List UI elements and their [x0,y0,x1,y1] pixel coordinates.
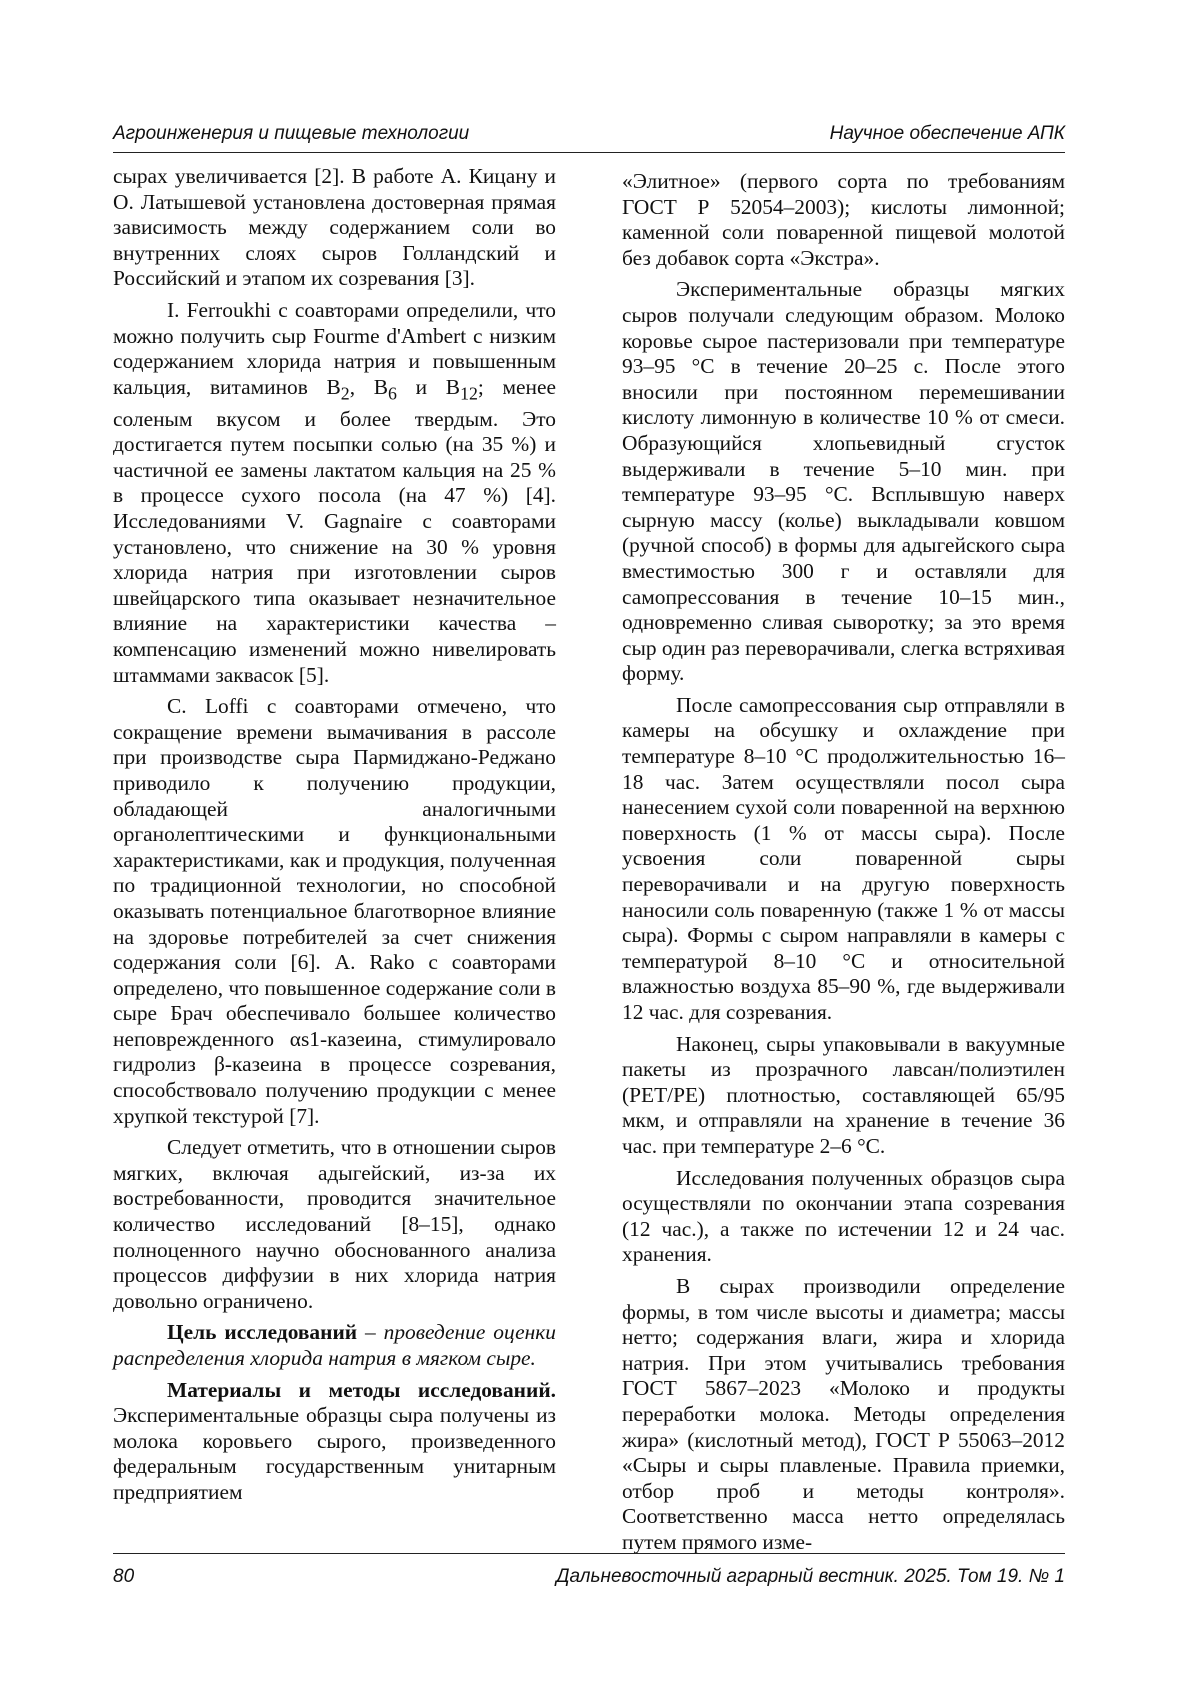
header-rule [113,152,1065,153]
aim-text: – проведение оценки распределения хлорида натрия в мягком сыре. [113,1320,556,1370]
header-section-title: Агроинженерия и пищевые технологии [113,123,470,144]
paragraph: В сырах производили определение формы, в том числе высоты и диаметра; массы нетто; содержания влаги, жира и хлорида натрия. При этом учитывались требования ГОСТ 5867–2023 «Молоко и продукты переработки молока. Методы определения жира» (кислотный метод), ГОСТ Р 55063–2012 «Сыры и сыры плавленые. Правила приемки, отбор проб и методы контроля». Соответственно масса нетто определялась путем прямого изме- [622,1273,1065,1554]
right-column [622,169,1065,1555]
paragraph: Следует отметить, что в отношении сыров мягких, включая адыгейский, из-за их востребованности, проводится значительное количество исследований [8–15], однако полноценного научно обоснованного анализа процессов диффузии в них хлорида натрия довольно ограничено. [113,1135,556,1313]
page-number: 80 [113,1566,135,1587]
materials-methods [113,1378,556,1506]
methods-label: Материалы и методы исследований. [167,1377,556,1402]
research-aim [113,1320,556,1371]
paragraph: сырах увеличивается [2]. В работе А. Кицану и О. Латышевой установлена достоверная прямая зависимость между содержанием соли во внутренних слоях сыров Голландский и Российский и этапом их созревания [3]. [113,164,556,291]
methods-text: Экспериментальные образцы сыра получены из молока коровьего сырого, произведенного федеральным государственным унитарным предприятием [113,1403,556,1504]
paragraph: «Элитное» (первого сорта по требованиям ГОСТ Р 52054–2003); кислоты лимонной; каменной соли поваренной пищевой молотой без добавок сорта «Экстра». [622,169,1065,270]
paragraph-ferroukhi: I. Ferroukhi с соавторами определили, что можно получить сыр Fourme d'Ambert с низким содержанием хлорида натрия и повышенным кальция, витаминов $B_2$, $B_6$ и $B_{12}$; менее соленым вкусом и более твердым. Это достигается путем посыпки солью (на 35 %) и частичной ее замены лактатом кальция на 25 % в процессе сухого посола (на 47 %) [4]. Исследованиями V. Gagnaire с соавторами установлено, что снижение на 30 % уровня хлорида натрия при изготовлении сыров швейцарского типа оказывает незначительное влияние на характеристики качества – компенсацию изменений можно нивелировать штаммами заквасок [5]. [113,297,556,687]
left-column [113,164,556,1506]
paragraph: Исследования полученных образцов сыра осуществляли по окончании этапа созревания (12 час.), а также по истечении 12 и 24 час. хранения. [622,1165,1065,1267]
footer-rule [113,1553,1065,1554]
paragraph-loffi: C. Loffi с соавторами отмечено, что сокращение времени вымачивания в рассоле при производстве сыра Пармиджано-Реджано приводило к получению продукции, обладающей аналогичными органолептическими и функциональными характеристиками, как и продукция, полученная по традиционной технологии, но способной оказывать потенциальное благотворное влияние на здоровье потребителей за счет снижения содержания соли [6]. A. Rako с соавторами определено, что повышенное содержание соли в сыре Брач обеспечивало большее количество неповрежденного αs1-казеина, стимулировало гидролиз β-казеина в процессе созревания, способствовало получению продукции с менее хрупкой текстурой [7]. [113,694,556,1128]
paragraph: После самопрессования сыр отправляли в камеры на обсушку и охлаждение при температуре 8–10 °С продолжительностью 16–18 час. Затем осуществляли посол сыра нанесением сухой соли поваренной на верхнюю поверхность (1 % от массы сыра). После усвоения соли поваренной сыры переворачивали и на другую поверхность наносили соль поваренную (также 1 % от массы сыра). Формы с сыром направляли в камеры с температурой 8–10 °С и относительной влажностью воздуха 85–90 %, где выдерживали 12 час. для созревания. [622,692,1065,1024]
aim-label: Цель исследований [167,1320,358,1345]
journal-citation: Дальневосточный аграрный вестник. 2025. Том 19. № 1 [556,1566,1065,1587]
paragraph: Экспериментальные образцы мягких сыров получали следующим образом. Молоко коровье сырое пастеризовали при температуре 93–95 °С в течение 20–25 с. После этого вносили при постоянном перемешивании кислоту лимонную в количестве 10 % от смеси. Образующийся хлопьевидный сгусток выдерживали в течение 5–10 мин. при температуре 93–95 °С. Всплывшую наверх сырную массу (колье) выкладывали ковшом (ручной способ) в формы для адыгейского сыра вместимостью 300 г и оставляли для самопрессования в течение 10–15 мин., одновременно сливая сыворотку; за это время сыр один раз переворачивали, слегка встряхивая форму. [622,277,1065,686]
paragraph: Наконец, сыры упаковывали в вакуумные пакеты из прозрачного лавсан/полиэтилен (PET/PE) плотностью, составляющей 65/95 мкм, и отправляли на хранение в течение 36 час. при температуре 2–6 °С. [622,1031,1065,1158]
header-journal-section: Научное обеспечение АПК [829,123,1065,144]
